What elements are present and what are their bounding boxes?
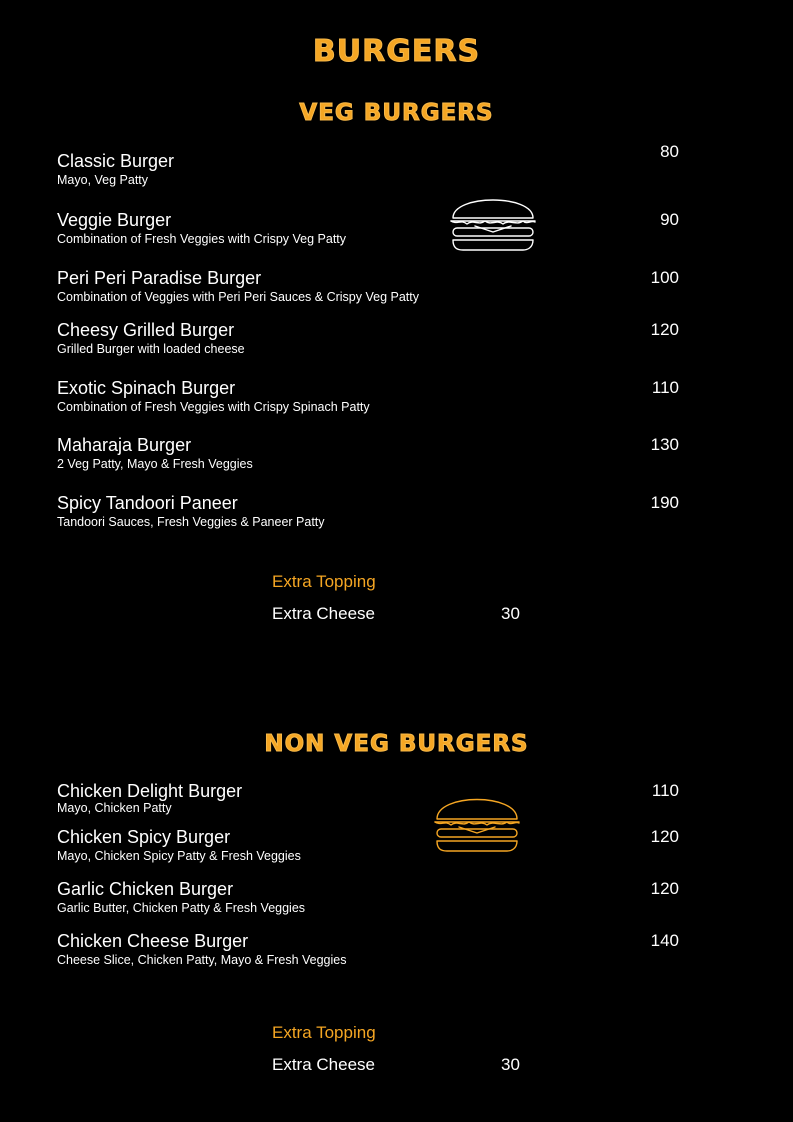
item-description: Cheese Slice, Chicken Patty, Mayo & Fresh Veggies (57, 953, 347, 967)
item-name: Chicken Delight Burger (57, 781, 243, 801)
burger-outline-icon (447, 188, 539, 254)
menu-item (57, 435, 697, 469)
menu-item (57, 210, 697, 244)
menu-item (57, 378, 697, 412)
item-price: 120 (650, 879, 679, 898)
item-description: Combination of Fresh Veggies with Crispy Spinach Patty (57, 400, 370, 414)
item-name: Cheesy Grilled Burger (57, 320, 235, 340)
topping-name: Extra Cheese (272, 604, 375, 623)
burger-outline-icon (431, 789, 523, 855)
menu-item (57, 320, 697, 354)
item-price: 130 (650, 435, 679, 454)
extra-topping-title: Extra Topping (272, 1023, 376, 1042)
topping-price: 30 (501, 604, 520, 623)
item-price: 100 (650, 268, 679, 287)
menu-item (57, 879, 697, 913)
menu-item (57, 781, 697, 815)
item-name: Classic Burger (57, 151, 175, 171)
extra-topping-title: Extra Topping (272, 572, 376, 591)
menu-item (57, 142, 697, 187)
item-price: 80 (660, 142, 679, 161)
menu-item (57, 827, 697, 861)
item-name: Exotic Spinach Burger (57, 378, 236, 398)
item-price: 120 (650, 827, 679, 846)
item-name: Garlic Chicken Burger (57, 879, 234, 899)
item-description: Combination of Veggies with Peri Peri Sauces & Crispy Veg Patty (57, 290, 419, 304)
item-description: Tandoori Sauces, Fresh Veggies & Paneer Patty (57, 515, 325, 529)
item-description: Grilled Burger with loaded cheese (57, 342, 245, 356)
menu-item (57, 931, 697, 965)
item-price: 110 (651, 781, 679, 800)
menu-item (57, 268, 697, 302)
topping-price: 30 (501, 1055, 520, 1074)
item-description: Mayo, Chicken Patty (57, 801, 172, 815)
item-description: Garlic Butter, Chicken Patty & Fresh Veggies (57, 901, 306, 915)
item-description: 2 Veg Patty, Mayo & Fresh Veggies (57, 457, 253, 471)
menu-item (57, 493, 697, 527)
item-description: Mayo, Chicken Spicy Patty & Fresh Veggies (57, 849, 301, 863)
item-price: 140 (650, 931, 679, 950)
item-price: 90 (660, 210, 679, 229)
topping-name: Extra Cheese (272, 1055, 375, 1074)
item-name: Maharaja Burger (57, 435, 192, 455)
item-price: 190 (650, 493, 679, 512)
veg-section-heading: VEG BURGERS (299, 100, 494, 126)
item-description: Mayo, Veg Patty (57, 173, 149, 187)
page-title: BURGERS (312, 34, 481, 69)
item-price: 120 (650, 320, 679, 339)
item-price: 110 (651, 378, 679, 397)
item-name: Spicy Tandoori Paneer (57, 493, 238, 513)
item-name: Chicken Spicy Burger (57, 827, 231, 847)
item-name: Chicken Cheese Burger (57, 931, 249, 951)
item-description: Combination of Fresh Veggies with Crispy Veg Patty (57, 232, 347, 246)
item-name: Veggie Burger (57, 210, 172, 230)
nonveg-section-heading: NON VEG BURGERS (264, 731, 529, 757)
item-name: Peri Peri Paradise Burger (57, 268, 262, 288)
